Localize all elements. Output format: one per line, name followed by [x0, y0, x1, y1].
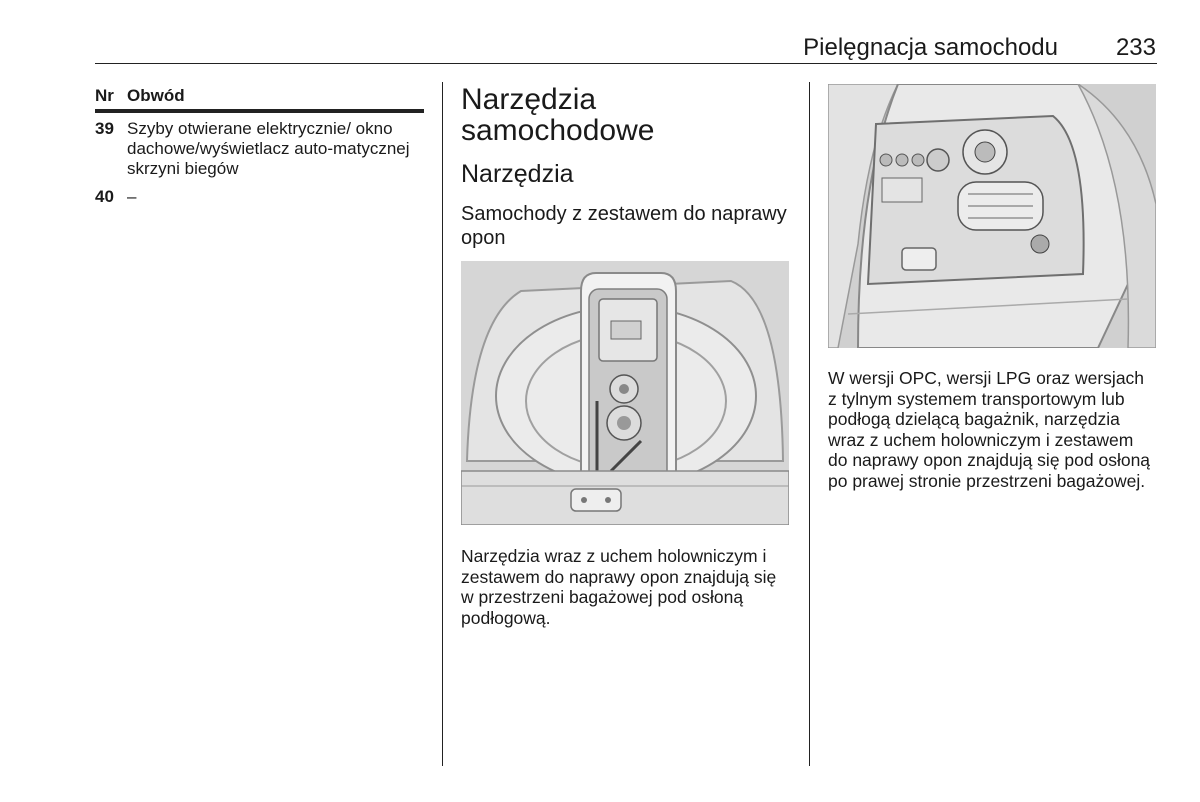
spare-wheel-well-illustration [461, 261, 789, 525]
row-description: Szyby otwierane elektrycznie/ okno dachowe/wyświetlacz auto-matycznej skrzyni biegów [127, 119, 410, 178]
page-number: 233 [1115, 34, 1156, 61]
trunk-side-panel-illustration [828, 84, 1156, 348]
table-row [95, 187, 424, 207]
row-description: – [127, 187, 137, 206]
subsection-title: Narzędzia [461, 160, 574, 188]
body-paragraph: Narzędzia wraz z uchem holowniczym i zestawem do naprawy opon znajdują się w przestrzeni bagażowej pod osłoną podłogową. [461, 546, 777, 628]
column-header-nr: Nr [95, 86, 114, 105]
fuse-table [95, 86, 424, 207]
column-header-circuit: Obwód [127, 86, 185, 105]
table-header [95, 86, 424, 113]
row-number: 39 [95, 119, 114, 138]
table-row [95, 119, 424, 179]
right-column [828, 84, 1156, 491]
subsubsection-title: Samochody z zestawem do naprawy opon [461, 203, 787, 249]
header-rule [95, 63, 1157, 64]
body-paragraph: W wersji OPC, wersji LPG oraz wersjach z tylnym systemem transportowym lub podłogą dzielącą bagażnik, narzędzia wraz z uchem holowniczym i zestawem do naprawy opon znajdują się pod osłoną po prawej stronie przestrzeni bagażowej. [828, 368, 1151, 491]
column-divider-1 [442, 82, 443, 766]
column-divider-2 [809, 82, 810, 766]
row-number: 40 [95, 187, 114, 206]
section-title: Narzędzia samochodowe [461, 83, 655, 147]
middle-column [461, 84, 791, 628]
running-header-title: Pielęgnacja samochodu [803, 34, 1058, 61]
